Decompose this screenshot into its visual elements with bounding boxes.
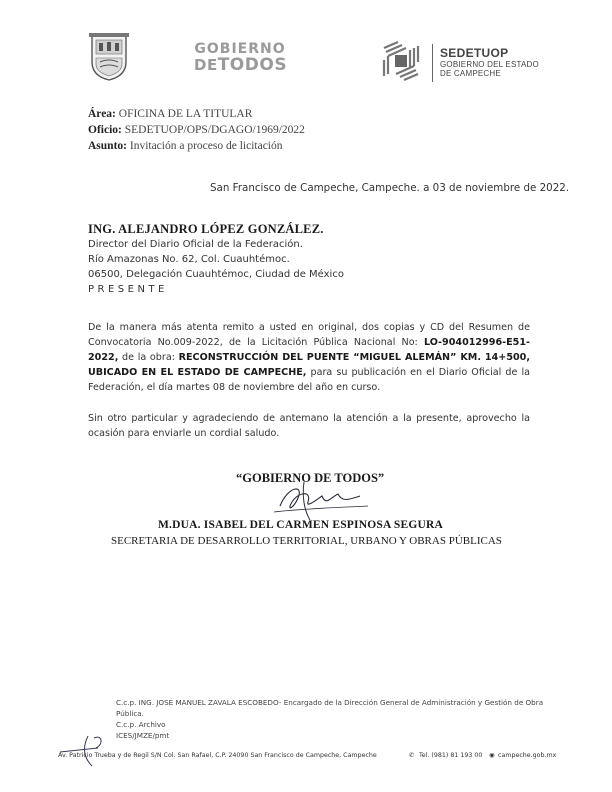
closing-motto: “GOBIERNO DE TODOS” xyxy=(236,471,385,485)
initials-scribble-icon xyxy=(58,728,128,768)
oficio-line xyxy=(88,123,305,137)
sedetuop-sub1: GOBIERNO DEL ESTADO xyxy=(440,60,539,69)
signer-name: M.DUA. ISABEL DEL CARMEN ESPINOSA SEGURA xyxy=(158,519,444,531)
carbon-copy-block xyxy=(116,697,546,741)
body-paragraph-1 xyxy=(88,320,530,395)
sedetuop-sub2: DE CAMPECHE xyxy=(440,69,501,78)
project-name: RECONSTRUCCIÓN DEL PUENTE “MIGUEL ALEMÁN” KM. 14+500, UBICADO EN EL ESTADO DE CAMPECHE, xyxy=(88,352,530,378)
recipient-line1: Director del Diario Oficial de la Federación. xyxy=(88,239,303,250)
gob-logo-todos: TODOS xyxy=(217,55,288,75)
asunto-line xyxy=(88,139,283,153)
recipient-line3: 06500, Delegación Cuauhtémoc, Ciudad de México xyxy=(88,269,344,280)
asunto-value: Invitación a proceso de licitación xyxy=(129,140,283,152)
oficio-value: SEDETUOP/OPS/DGAGO/1969/2022 xyxy=(124,124,305,136)
state-coat-of-arms-icon xyxy=(88,32,130,82)
gob-logo-de: DE xyxy=(194,56,218,74)
area-line xyxy=(88,107,252,121)
date-line: San Francisco de Campeche, Campeche. a 03 de noviembre de 2022. xyxy=(210,182,570,194)
handwritten-signature-icon xyxy=(268,476,378,524)
p1-text-c: de la obra: xyxy=(118,352,179,363)
phone-icon: ✆ xyxy=(409,752,415,759)
ccp-line2: C.c.p. Archivo xyxy=(116,720,166,729)
footer-web: campeche.gob.mx xyxy=(498,752,557,759)
header-divider xyxy=(432,44,433,82)
p1-text-e: para su publicación en el Diario Oficial de la Federación, el día martes 08 de noviembre del año en curso. xyxy=(88,367,530,393)
signer-title: SECRETARIA DE DESARROLLO TERRITORIAL, URBANO Y OBRAS PÚBLICAS xyxy=(111,535,502,547)
body-paragraph-2: Sin otro particular y agradeciendo de antemano la atención a la presente, aprovecho la ocasión para enviarle un cordial saludo. xyxy=(88,413,530,439)
sedetuop-logo-icon xyxy=(378,38,424,84)
recipient-line2: Río Amazonas No. 62, Col. Cuauhtémoc. xyxy=(88,254,290,265)
ccp-line3: ICES/JMZE/pmt xyxy=(116,731,170,740)
sedetuop-logo-text xyxy=(440,47,539,78)
oficio-label: Oficio: xyxy=(88,124,122,136)
recipient-block xyxy=(88,222,344,297)
footer-address: Av. Patricio Trueba y de Regil S/N Col. San Rafael, C.P. 24090 San Francisco de Campeche, Campeche xyxy=(58,752,377,759)
web-icon: ◉ xyxy=(489,752,495,759)
p1-text-a: De la manera más atenta remito a usted en original, dos copias y CD del Resumen de Convocatoria No.009-2022, de la Licitación Pública Nacional No: xyxy=(88,322,530,348)
footer-phone: Tel. (981) 81 193 00 xyxy=(419,752,483,759)
asunto-label: Asunto: xyxy=(88,140,127,152)
gob-logo-line1: GOBIERNO xyxy=(194,41,286,57)
area-label: Área: xyxy=(88,108,116,120)
recipient-name: ING. ALEJANDRO LÓPEZ GONZÁLEZ. xyxy=(88,222,324,236)
tender-number: LO-904012996-E51-2022, xyxy=(88,337,530,363)
gobierno-de-todos-logo xyxy=(194,42,286,74)
gob-logo-line2 xyxy=(194,57,286,74)
sedetuop-name: SEDETUOP xyxy=(440,46,509,60)
ccp-line1: C.c.p. ING. JOSÉ MANUEL ZAVALA ESCOBEDO- Encargado de la Dirección General de Administración y Gestión de Obra Pública. xyxy=(116,698,544,718)
area-value: OFICINA DE LA TITULAR xyxy=(118,108,253,120)
presente: PRESENTE xyxy=(88,284,168,295)
